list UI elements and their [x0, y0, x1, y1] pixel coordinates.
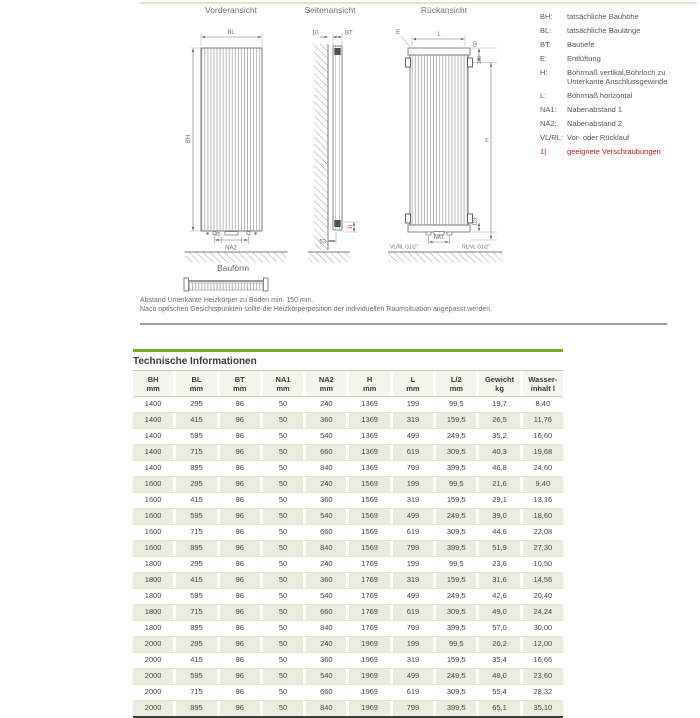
rear-view-drawing: [388, 30, 502, 263]
bauform-label: Bauform: [216, 263, 250, 273]
table-cell: 2000: [133, 637, 173, 652]
front-view-drawing: [185, 30, 287, 263]
table-cell: 96: [235, 495, 244, 504]
legend-abbr: BL:: [540, 26, 552, 35]
legend-item: [540, 26, 698, 35]
table-cell: 8,40: [535, 399, 551, 408]
table-cell: 1400: [144, 463, 162, 472]
legend-text: Bautiefe: [567, 40, 595, 49]
table-cell: 1369: [349, 445, 389, 460]
table-cell: 1400: [144, 431, 162, 440]
table-cell: 26,2: [479, 637, 519, 652]
table-cell: 540: [320, 591, 333, 600]
table-cell: 99,5: [448, 559, 464, 568]
front-dim-25: 25: [215, 232, 221, 238]
table-cell: 895: [190, 623, 203, 632]
table-row: [133, 653, 563, 669]
table-cell: 9,40: [523, 477, 563, 492]
table-cell: 50: [263, 701, 303, 716]
rear-view-title: Rückansicht: [420, 5, 468, 15]
table-row: [133, 413, 563, 429]
table-cell: 1569: [349, 541, 389, 556]
table-cell: 660: [306, 605, 346, 620]
table-cell: 39,0: [479, 509, 519, 524]
side-view-title: Seitenansicht: [304, 5, 356, 15]
table-cell: 715: [176, 445, 216, 460]
table-cell: 399,5: [446, 463, 466, 472]
table-cell: 99,5: [436, 637, 476, 652]
table-row: [133, 429, 563, 445]
table-cell: 399,5: [436, 541, 476, 556]
legend-text: Bohrmaß vertikal,Bohrloch zu Unterkante Anschlussgewinde: [567, 68, 668, 86]
table-cell: 35,10: [523, 701, 563, 716]
table-cell: 319: [406, 495, 420, 504]
table-cell: 309,5: [436, 605, 476, 620]
table-cell: 19,7: [492, 399, 507, 408]
table-cell: 96: [235, 591, 244, 600]
table-cell: 799: [393, 701, 433, 716]
table-cell: 50: [263, 637, 303, 652]
table-cell: 1569: [349, 477, 389, 492]
legend-item: [540, 68, 698, 86]
table-cell: 319: [393, 413, 433, 428]
table-cell: 96: [220, 701, 260, 716]
table-cell: 50: [278, 527, 288, 536]
table-cell: 50: [263, 477, 303, 492]
table-cell: 96: [220, 477, 260, 492]
table-cell: 360: [306, 413, 346, 428]
table-cell: 51,9: [479, 541, 519, 556]
table-cell: 50: [263, 573, 303, 588]
table-cell: 715: [190, 527, 203, 536]
table-cell: 50: [278, 655, 288, 664]
table-cell: 19,68: [523, 445, 563, 460]
rear-dim-l: L: [437, 32, 441, 38]
table-cell: 96: [235, 463, 244, 472]
table-cell: 660: [320, 687, 333, 696]
table-cell: 309,5: [446, 527, 466, 536]
legend-text: tatsächliche Bauhöhe: [567, 12, 639, 21]
legend-abbr: BH:: [540, 12, 553, 21]
table-body: [133, 397, 563, 718]
table-row: [133, 637, 563, 653]
table-header-cell: BL mm: [176, 371, 216, 396]
legend-abbr: NA1:: [540, 105, 557, 114]
table-cell: 249,5: [436, 509, 476, 524]
table-cell: 16,60: [533, 431, 553, 440]
table-header-cell: L mm: [393, 371, 433, 396]
table-row: [133, 461, 563, 477]
table-cell: 30,00: [533, 623, 553, 632]
table-cell: 499: [393, 669, 433, 684]
table-cell: 199: [393, 477, 433, 492]
legend-item: [540, 54, 698, 63]
table-cell: 23,60: [523, 669, 563, 684]
table-cell: 540: [320, 431, 333, 440]
legend-abbr: L:: [540, 91, 547, 100]
note-line-2: Nach optischen Gesichtspunkten sollte die Heizkörperposition der individuellen Raumsituation angepasst werden.: [140, 306, 493, 313]
table-header-cell: BT mm: [220, 371, 260, 396]
table-cell: 840: [320, 463, 333, 472]
table-cell: 57,0: [492, 623, 507, 632]
table-cell: 96: [220, 605, 260, 620]
table-cell: 499: [406, 431, 420, 440]
table-row: [133, 669, 563, 685]
table-cell: 840: [306, 541, 346, 556]
table-cell: 1400: [144, 399, 162, 408]
table-cell: 49,0: [479, 605, 519, 620]
table-cell: 199: [393, 637, 433, 652]
table-cell: 1600: [133, 477, 173, 492]
table-cell: 240: [306, 477, 346, 492]
table-cell: 619: [393, 605, 433, 620]
table-cell: 50: [278, 399, 288, 408]
table-cell: 96: [220, 541, 260, 556]
table-row: [133, 493, 563, 509]
table-header-row: [133, 371, 563, 397]
table-header-cell: H mm: [349, 371, 389, 396]
table-cell: 1369: [361, 463, 378, 472]
legend-text: Vor- oder Rücklauf: [567, 133, 630, 142]
table-cell: 295: [190, 399, 203, 408]
table-cell: 35,4: [492, 655, 507, 664]
rear-conn-right-label: RL/VL G1/2'': [462, 244, 490, 251]
table-cell: 619: [406, 687, 420, 696]
table-cell: 1769: [361, 559, 378, 568]
table-cell: 50: [263, 445, 303, 460]
table-cell: 1800: [144, 623, 162, 632]
front-view-title: Vorderansicht: [205, 5, 257, 15]
table-cell: 295: [176, 477, 216, 492]
side-dim-10: 10: [311, 30, 319, 37]
table-row: [133, 509, 563, 525]
table-cell: 96: [235, 559, 244, 568]
table-cell: 50: [278, 687, 288, 696]
table-cell: 540: [306, 509, 346, 524]
table-cell: 540: [306, 669, 346, 684]
table-cell: 18,60: [523, 509, 563, 524]
table-cell: 50: [278, 591, 288, 600]
table-cell: 96: [235, 527, 244, 536]
table-cell: 199: [406, 559, 420, 568]
table-cell: 1769: [349, 605, 389, 620]
table-cell: 895: [190, 463, 203, 472]
table-cell: 159,5: [446, 495, 466, 504]
table-cell: 895: [176, 701, 216, 716]
table-cell: 1969: [361, 687, 378, 696]
table-cell: 660: [306, 445, 346, 460]
legend-item: [540, 40, 698, 49]
legend-item: [540, 119, 698, 128]
table-cell: 96: [235, 655, 244, 664]
table-cell: 840: [306, 701, 346, 716]
note-line-1: Abstand Unterkante Heizkörper zu Boden min. 150 mm.: [140, 297, 314, 304]
table-cell: 99,5: [436, 477, 476, 492]
table-cell: 50: [263, 669, 303, 684]
legend-text: Nabenabstand 1: [567, 105, 623, 114]
table-cell: 309,5: [446, 687, 466, 696]
legend-abbr: H:: [540, 68, 548, 77]
table-header-cell: Gewicht kg: [479, 371, 519, 396]
table-row: [133, 397, 563, 413]
table-cell: 23,6: [492, 559, 507, 568]
table-cell: 20,40: [533, 591, 553, 600]
table-cell: 1569: [361, 527, 378, 536]
table-cell: 2000: [144, 655, 162, 664]
table-cell: 26,5: [479, 413, 519, 428]
table-cell: 96: [235, 399, 244, 408]
table-cell: 50: [278, 559, 288, 568]
table-cell: 360: [306, 573, 346, 588]
table-cell: 1569: [349, 509, 389, 524]
table-cell: 319: [393, 573, 433, 588]
legend-text: geeignete Verschraubungen: [567, 147, 661, 156]
legend-item: [540, 133, 698, 142]
table-cell: 619: [393, 445, 433, 460]
table-cell: 50: [278, 431, 288, 440]
table-cell: 1800: [144, 591, 162, 600]
table-header-cell: Wasser- inhalt l: [523, 371, 563, 396]
table-row: [133, 573, 563, 589]
table-cell: 595: [176, 669, 216, 684]
table-cell: 799: [393, 541, 433, 556]
side-dim-53: 53: [319, 239, 326, 246]
table-cell: 28,32: [533, 687, 553, 696]
table-header-cell: NA2 mm: [306, 371, 346, 396]
table-cell: 499: [406, 591, 420, 600]
table-cell: 240: [306, 637, 346, 652]
table-cell: 12,00: [523, 637, 563, 652]
table-cell: 1600: [133, 509, 173, 524]
table-cell: 46,8: [492, 463, 507, 472]
legend-abbr: VL/RL:: [540, 133, 563, 142]
legend-abbr: NA2:: [540, 119, 557, 128]
table-cell: 295: [190, 559, 203, 568]
rear-dim-h: H: [484, 138, 491, 142]
table-row: [133, 701, 563, 718]
rear-dim-50: 50: [473, 41, 479, 47]
table-cell: 619: [406, 527, 420, 536]
table-cell: 13,16: [533, 495, 553, 504]
table-title: Technische Informationen: [133, 356, 257, 367]
table-cell: 249,5: [436, 669, 476, 684]
table-cell: 96: [220, 573, 260, 588]
table-cell: 11,76: [523, 413, 563, 428]
table-row: [133, 605, 563, 621]
table-cell: 159,5: [436, 413, 476, 428]
table-cell: 1400: [133, 445, 173, 460]
table-cell: 1369: [349, 413, 389, 428]
table-cell: 399,5: [446, 623, 466, 632]
table-cell: 96: [220, 637, 260, 652]
table-cell: 21,6: [479, 477, 519, 492]
table-header-cell: NA1 mm: [263, 371, 303, 396]
table-row: [133, 477, 563, 493]
legend-abbr: E:: [540, 54, 548, 63]
section-divider: [140, 323, 667, 325]
table-cell: 199: [406, 399, 420, 408]
table-cell: 159,5: [436, 573, 476, 588]
table-cell: 309,5: [436, 445, 476, 460]
table-header-cell: L/2 mm: [436, 371, 476, 396]
legend-item: [540, 91, 698, 100]
table-cell: 1969: [361, 655, 378, 664]
table-cell: 415: [176, 573, 216, 588]
legend-abbr: 1): [540, 147, 547, 156]
table-cell: 96: [235, 431, 244, 440]
table-cell: 1769: [349, 573, 389, 588]
table-cell: 50: [263, 413, 303, 428]
table-cell: 50: [263, 605, 303, 620]
legend-text: Entlüftung: [567, 54, 601, 63]
table-cell: 595: [190, 591, 203, 600]
table-cell: 40,3: [479, 445, 519, 460]
rear-dim-119: 119: [472, 218, 479, 226]
legend-text: Bohrmaß horizontal: [567, 91, 633, 100]
table-cell: 319: [406, 655, 420, 664]
table-header-cell: BH mm: [133, 371, 173, 396]
table-cell: 96: [220, 509, 260, 524]
table-cell: 415: [190, 655, 203, 664]
table-cell: 1969: [349, 669, 389, 684]
table-cell: 27,30: [523, 541, 563, 556]
legend-item: [540, 147, 698, 156]
table-cell: 799: [406, 463, 420, 472]
table-cell: 499: [393, 509, 433, 524]
table-cell: 1600: [144, 527, 162, 536]
table-cell: 840: [320, 623, 333, 632]
table-cell: 2000: [133, 669, 173, 684]
table-cell: 44,6: [492, 527, 507, 536]
table-cell: 96: [220, 413, 260, 428]
table-cell: 1369: [361, 431, 378, 440]
table-row: [133, 685, 563, 701]
table-cell: 660: [320, 527, 333, 536]
side-view-drawing: [308, 31, 358, 263]
table-cell: 50: [278, 463, 288, 472]
rear-conn-left-label: VL/RL G1/2'': [390, 244, 418, 251]
table-cell: 159,5: [446, 655, 466, 664]
table-cell: 895: [176, 541, 216, 556]
table-row: [133, 557, 563, 573]
table-cell: 65,1: [479, 701, 519, 716]
table-cell: 295: [176, 637, 216, 652]
table-cell: 29,1: [492, 495, 507, 504]
table-row: [133, 621, 563, 637]
table-cell: 1369: [361, 399, 378, 408]
table-cell: 24,24: [523, 605, 563, 620]
legend-item: [540, 105, 698, 114]
table-cell: 50: [263, 509, 303, 524]
table-cell: 16,66: [533, 655, 553, 664]
table-cell: 1769: [361, 591, 378, 600]
table-cell: 50: [278, 623, 288, 632]
table-row: [133, 445, 563, 461]
table-cell: 1400: [133, 413, 173, 428]
table-cell: 240: [320, 559, 333, 568]
table-cell: 360: [320, 655, 333, 664]
legend-text: tatsächliche Baulänge: [567, 26, 641, 35]
table-row: [133, 589, 563, 605]
table-cell: 715: [190, 687, 203, 696]
rear-dim-na1: NA1: [434, 235, 444, 241]
table-cell: 99,5: [448, 399, 464, 408]
table-cell: 399,5: [436, 701, 476, 716]
front-dim-na2: NA2: [225, 245, 237, 252]
table-cell: 96: [220, 669, 260, 684]
table-cell: 96: [235, 623, 244, 632]
table-cell: 249,5: [446, 431, 466, 440]
front-dim-bh: BH: [186, 134, 192, 144]
table-cell: 1800: [144, 559, 162, 568]
table-cell: 1800: [133, 605, 173, 620]
table-cell: 240: [320, 399, 333, 408]
table-cell: 10,50: [533, 559, 553, 568]
table-cell: 1969: [349, 701, 389, 716]
table-cell: 96: [235, 687, 244, 696]
table-cell: 249,5: [446, 591, 466, 600]
bauform-drawing: [184, 278, 268, 291]
table-cell: 415: [176, 413, 216, 428]
table-cell: 1600: [133, 541, 173, 556]
table-cell: 24,60: [533, 463, 553, 472]
table-row: [133, 541, 563, 557]
side-dim-bt: BT: [345, 30, 353, 37]
table-cell: 799: [406, 623, 420, 632]
legend-item: [540, 12, 698, 21]
table-cell: 1800: [133, 573, 173, 588]
table-cell: 22,08: [533, 527, 553, 536]
legend-abbr: BT:: [540, 40, 551, 49]
rear-dim-e: E: [396, 30, 401, 36]
table-cell: 42,6: [492, 591, 507, 600]
table-cell: 595: [176, 509, 216, 524]
table-cell: 50: [263, 541, 303, 556]
table-cell: 715: [176, 605, 216, 620]
notes: [140, 296, 680, 314]
table-cell: 48,0: [479, 669, 519, 684]
table-cell: 1569: [361, 495, 378, 504]
table-cell: 1769: [361, 623, 378, 632]
technical-info-section: [133, 349, 563, 718]
legend-text: Nabenabstand 2: [567, 119, 623, 128]
table-cell: 595: [190, 431, 203, 440]
table-cell: 96: [220, 445, 260, 460]
table-cell: 2000: [133, 701, 173, 716]
table-cell: 35,2: [492, 431, 507, 440]
table-cell: 31,6: [479, 573, 519, 588]
table-cell: 55,4: [492, 687, 507, 696]
table-cell: 360: [320, 495, 333, 504]
table-cell: 2000: [144, 687, 162, 696]
table-cell: 1969: [349, 637, 389, 652]
front-dim-bl: BL: [227, 30, 235, 36]
table-cell: 50: [278, 495, 288, 504]
side-dim-footnote: 1): [347, 224, 354, 230]
rear-dim-100: 100: [477, 55, 483, 65]
table-cell: 415: [190, 495, 203, 504]
table-row: [133, 525, 563, 541]
legend: [540, 12, 698, 161]
table-cell: 1600: [144, 495, 162, 504]
table-cell: 14,56: [523, 573, 563, 588]
